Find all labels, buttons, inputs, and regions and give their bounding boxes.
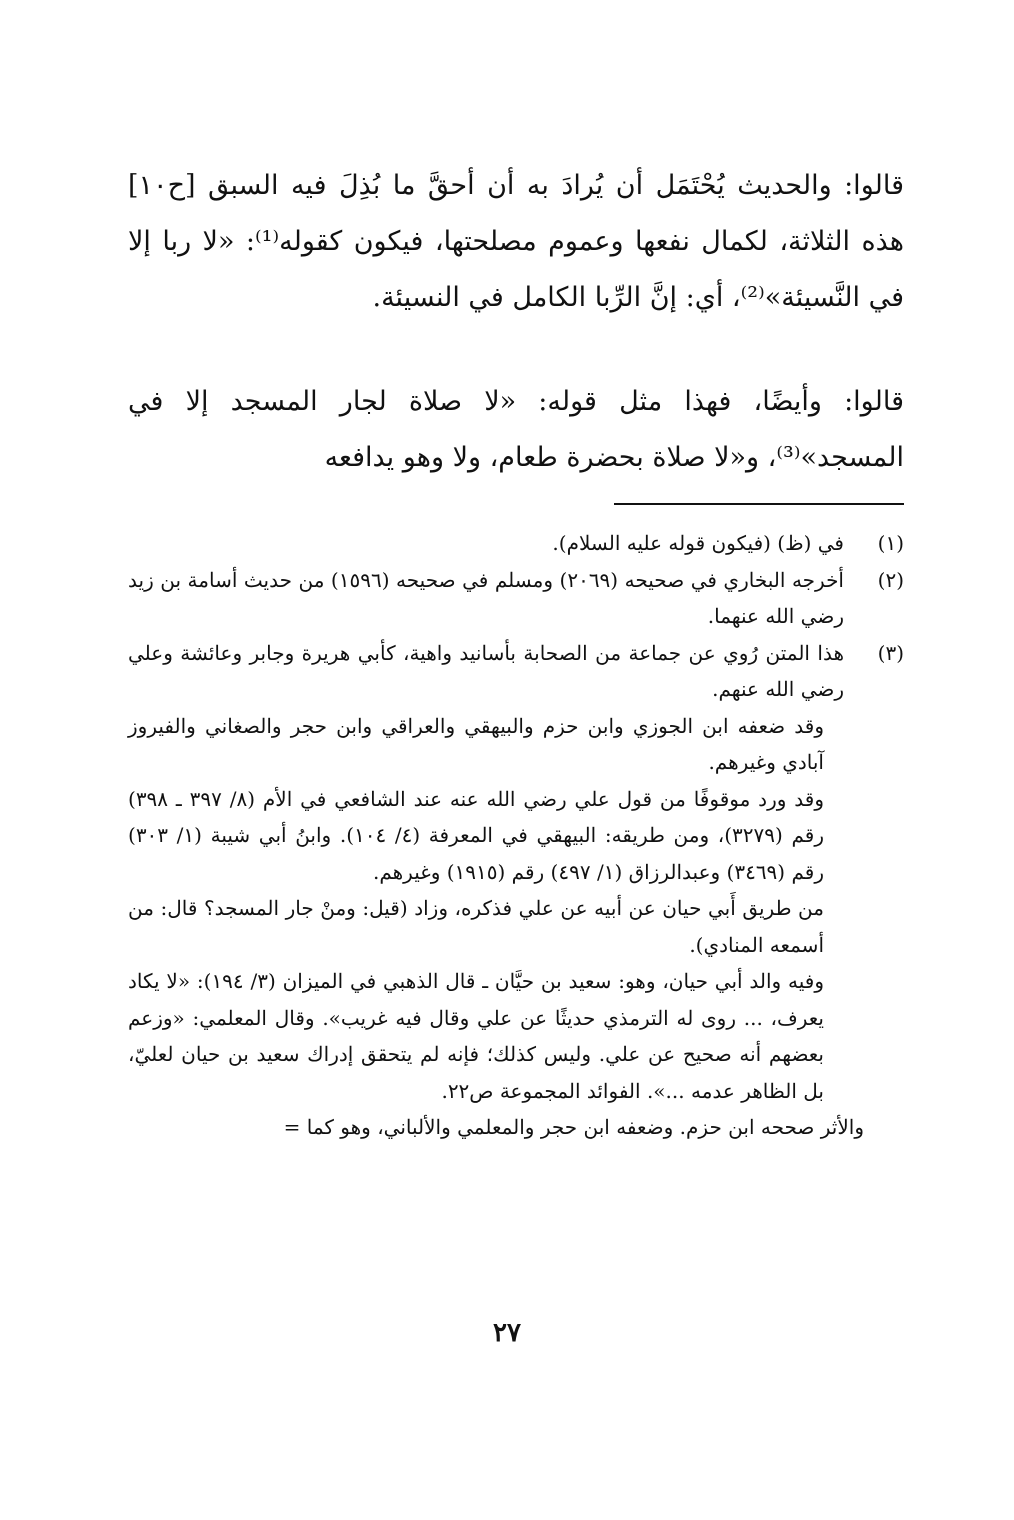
footnote-3-paragraph-3: وقد ورد موقوفًا من قول علي رضي الله عنه عند الشافعي في الأم (٨/ ٣٩٧ ـ ٣٩٨) رقم (٣٢٧٩)، ومن طريقه: البيهقي في المعرفة (٤/ ١٠٤). وابنُ أبي شيبة (١/ ٣٠٣) رقم (٣٤٦٩) وعبدالرزاق (١/ ٤٩٧) رقم (١٩١٥) وغيرهم. [128,786,824,884]
footnote-3 [128,635,904,708]
footnote-3-paragraph-4: من طريق أَبي حيان عن أبيه عن علي فذكره، وزاد (قيل: ومنْ جار المسجد؟ قال: من أسمعه المنادي). [128,896,824,957]
main-paragraph-1 [128,158,904,326]
page-number: ٢٧ [493,1318,521,1348]
footnote-divider [614,503,904,505]
main-paragraph-1-text: قالوا: والحديث يُحْتَمَل أن يُرادَ به أن أحقَّ ما بُذِلَ فيه السبق [ح١٠] هذه الثلاثة، لكمال نفعها وعموم مصلحتها، فيكون كقوله⁽¹⁾: «لا ربا إلا في النَّسيئة»⁽²⁾، أي: إنَّ الرِّبا الكامل في النسيئة. [128,170,904,313]
footnote-2-text: أخرجه البخاري في صحيحه (٢٠٦٩) ومسلم في صحيحه (١٥٩٦) من حديث أسامة بن زيد رضي الله عنهما. [128,567,844,628]
footnote-3-text: هذا المتن رُوي عن جماعة من الصحابة بأسانيد واهية، كأبي هريرة وجابر وعائشة وعلي رضي الله عنهم. [128,640,845,701]
footnote-1 [128,525,904,562]
footnote-3-paragraph-5: وفيه والد أبي حيان، وهو: سعيد بن حيَّان ـ قال الذهبي في الميزان (٣/ ١٩٤): «لا يكاد يعرف، ... روى له الترمذي حديثًا عن علي وقال فيه غريب». وقال المعلمي: «وزعم بعضهم أنه صحيح عن علي. وليس كذلك؛ فإنه لم يتحقق إدراك سعيد بن حيان لعليّ، بل الظاهر عدمه ...». الفوائد المجموعة ص٢٢. [128,969,824,1103]
footnote-1-text: في (ظ) (فيكون قوله عليه السلام). [552,531,844,555]
footnote-1-number: (١) [877,531,904,555]
main-paragraph-2 [128,374,904,486]
footnote-3-number: (٣) [877,640,904,665]
footnote-2-number: (٢) [877,567,904,592]
main-paragraph-2-text: قالوا: وأيضًا، فهذا مثل قوله: «لا صلاة لجار المسجد إلا في المسجد»⁽³⁾، و«لا صلاة بحضرة طعام، ولا وهو يدافعه [128,386,904,473]
footnote-2 [128,562,904,635]
footnote-3-paragraph-6: والأثر صححه ابن حزم. وضعفه ابن حجر والمعلمي والألباني، وهو كما = [283,1115,864,1139]
footnotes [128,525,904,1146]
footnote-3-paragraph-2: وقد ضعفه ابن الجوزي وابن حزم والبيهقي والعراقي وابن حجر والصغاني والفيروز آبادي وغيرهم. [128,713,824,774]
